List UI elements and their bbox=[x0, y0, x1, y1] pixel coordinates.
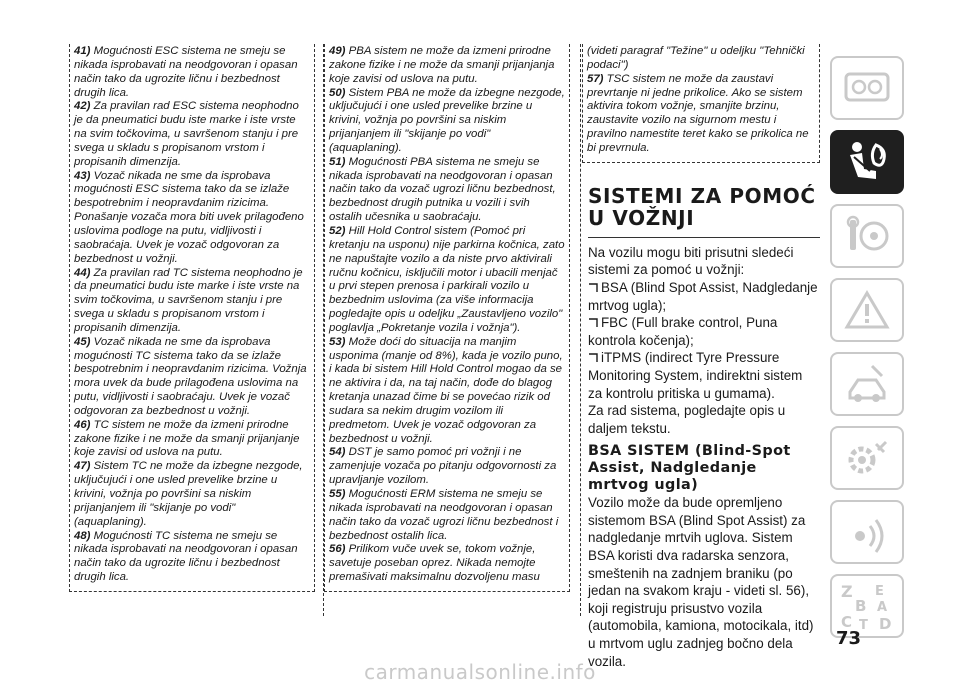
bsa-subheading: BSA SISTEM (Blind-Spot Assist, Nadgledanje mrtvog ugla) bbox=[588, 443, 791, 494]
note-49 bbox=[329, 45, 565, 87]
note-43 bbox=[74, 170, 310, 267]
page-number: 73 bbox=[836, 628, 862, 649]
tab-starting-driving[interactable] bbox=[830, 204, 904, 268]
note-42 bbox=[74, 100, 310, 169]
note-number: 41) bbox=[74, 45, 91, 57]
bullet-item bbox=[588, 314, 820, 349]
note-text: Sistem PBA ne može da izbegne nezgode, uključujući i one usled prevelike brzine u krivini, vožnja po površini sa niskim prijanjanjem ili "skijanje po vodi" (aquaplaning). bbox=[329, 86, 565, 154]
note-text: TC sistem ne može da izmeni prirodne zakone fizike i ne može da smanji prijanjanje koje zavisi od uslova na putu. bbox=[74, 418, 300, 459]
note-text: Mogućnosti PBA sistema ne smeju se nikada isprobavati na neodgovoran i opasan način tako da vozač ugrozi ličnu bezbednost, bezbednost drugih putnika u vozili i svih ostalih učesnika u saobraćaju. bbox=[329, 155, 556, 224]
alphabet-index-icon bbox=[837, 579, 897, 633]
gear-spray-icon bbox=[842, 436, 892, 480]
note-number: 44) bbox=[74, 266, 91, 279]
note-text: Mogućnosti TC sistema ne smeju se nikada isprobavati na neodgovoran i opasan način tako da ugrozite ličnu i bezbednost drugih lica. bbox=[74, 529, 298, 584]
key-steering-icon bbox=[842, 214, 892, 258]
note-number: 50) bbox=[329, 86, 346, 99]
note-number: 54) bbox=[329, 446, 346, 459]
note-number: 51) bbox=[329, 155, 346, 168]
section-heading: SISTEMI ZA POMOĆ U VOŽNJI bbox=[588, 183, 816, 230]
note-number: 52) bbox=[329, 224, 346, 237]
car-dashboard-icon bbox=[842, 68, 892, 108]
main-column-3 bbox=[588, 44, 820, 670]
note-text: TSC sistem ne može da zaustavi prevrtanje ni jedne prikolice. Ako se sistem aktivira tokom vožnje, smanjite brzinu, zaustavite vozilo na sigurnom mestu i pravilno namestite teret kako se prikolica ne bi prevrnula. bbox=[587, 72, 809, 154]
note-41 bbox=[74, 45, 310, 100]
index-letter: E bbox=[875, 584, 884, 599]
bsa-paragraph: Vozilo može da bude opremljeno sistemom BSA (Blind Spot Assist) za nadgledanje mrtvih uglova. Sistem BSA koristi dva radarska senzora, smeštenih na zadnjem braniku (po jedan na svakom kraju - videti sl. 56), koji registruju prisustvo vozila (automobila, kamiona, motocikala, itd) u mrtvom uglu zadnjeg bočno dela vozila. bbox=[588, 495, 814, 669]
radio-wave-icon bbox=[842, 510, 892, 554]
note-57 bbox=[587, 73, 815, 156]
note-text: Za pravilan rad TC sistema neophodno je da pneumatici budu iste marke i iste vrste na svim točkovima, u savršenom stanju i pre svega u skladu s propisanom vrstom i propisanih dimenzija. bbox=[74, 266, 303, 334]
after-paragraph: Za rad sistema, pogledajte opis u daljem tekstu. bbox=[588, 403, 786, 436]
note-text: PBA sistem ne može da izmeni prirodne zakone fizike i ne može da smanji prijanjanja koje zavisi od uslova na putu. bbox=[329, 45, 555, 85]
note-text: Vozač nikada ne sme da isprobava mogućnosti ESC sistema tako da se izlaže bespotrebnim i neopravdanim rizicima. Ponašanje vozača mora biti uvek prilagođeno uslovima podloge na putu, vidljivosti i saobraćaja. Uvek je vozač odgovoran za bezbednost u vožnji. bbox=[74, 169, 304, 265]
note-text: Sistem TC ne može da izbegne nezgode, uključujući i one usled prevelike brzine u krivini, vožnja po površini sa niskim prijanjanjem ili "skijanje po vodi" (aquaplaning). bbox=[74, 460, 303, 528]
note-54 bbox=[329, 446, 565, 488]
tab-maintenance[interactable] bbox=[830, 426, 904, 490]
bullet-text: BSA (Blind Spot Assist, Nadgledanje mrtvog ugla); bbox=[588, 279, 818, 313]
note-56 bbox=[329, 543, 565, 585]
warning-triangle-icon bbox=[842, 288, 892, 332]
heading-rule bbox=[588, 237, 820, 238]
tab-emergency[interactable] bbox=[830, 352, 904, 416]
note-number: 45) bbox=[74, 335, 91, 348]
note-47 bbox=[74, 460, 310, 529]
note-46 bbox=[74, 419, 310, 461]
note-number: 53) bbox=[329, 335, 346, 348]
notes-column-1 bbox=[75, 44, 315, 592]
chapter-tabs bbox=[830, 56, 904, 648]
note-text: Mogućnosti ERM sistema ne smeju se nikada isprobavati na neodgovoran i opasan način tako da vozač ugrozi ličnu bezbednost i bezbednost ostalih lica. bbox=[329, 488, 559, 542]
bullet-item bbox=[588, 349, 820, 402]
note-number: 46) bbox=[74, 418, 91, 431]
note-51 bbox=[329, 156, 565, 225]
tab-safety[interactable] bbox=[830, 130, 904, 194]
note-text: DST je samo pomoć pri vožnji i ne zamenjuje vozača po pitanju odgovornosti za upravljanje vozilom. bbox=[329, 446, 557, 487]
section-body bbox=[588, 244, 820, 670]
note-text: Može doći do situacija na manjim usponima (manje od 8%), kada je vozilo puno, i kada bi sistem Hill Hold Control mogao da se ne aktivira i da, na taj način, dođe do blagog kretanja unazad čime bi se povećao rizik od sudara sa nekim drugim vozilom ili predmetom. Uvek je vozač odgovoran za bezbednost u vožnji. bbox=[329, 335, 563, 445]
note-number: 55) bbox=[329, 488, 346, 500]
note-44 bbox=[74, 267, 310, 336]
note-text: Za pravilan rad ESC sistema neophodno je da pneumatici budu iste marke i iste vrste na svim točkovima, u savršenom stanju i pre svega u skladu s propisanom vrstom i propisanih dimenzija. bbox=[74, 100, 299, 168]
bullet-text: FBC (Full brake control, Puna kontrola kočenja); bbox=[588, 315, 778, 348]
notes-box-3 bbox=[582, 44, 820, 163]
note-45 bbox=[74, 336, 310, 419]
seat-airbag-icon bbox=[840, 139, 894, 185]
note-52 bbox=[329, 225, 565, 336]
bullet-item bbox=[588, 279, 820, 314]
note-55 bbox=[329, 488, 565, 543]
note-number: 49) bbox=[329, 45, 346, 57]
index-letter: A bbox=[877, 600, 888, 615]
note-48 bbox=[74, 530, 310, 585]
note-50 bbox=[329, 87, 565, 156]
bullet-box-icon bbox=[588, 318, 598, 328]
bullet-box-icon bbox=[588, 353, 598, 363]
index-letter: B bbox=[855, 597, 867, 615]
note-number: 48) bbox=[74, 529, 91, 542]
watermark: carmanualsonline.info bbox=[364, 660, 596, 683]
note-number: 42) bbox=[74, 100, 91, 113]
note-53 bbox=[329, 336, 565, 447]
note-number: 56) bbox=[329, 543, 346, 556]
intro-paragraph: Na vozilu mogu biti prisutni sledeći sistemi za pomoć u vožnji: bbox=[588, 244, 794, 278]
tab-multimedia[interactable] bbox=[830, 500, 904, 564]
note-number: 47) bbox=[74, 460, 91, 473]
note-number: 57) bbox=[587, 72, 604, 85]
note-text: Mogućnosti ESC sistema ne smeju se nikada isprobavati na neodgovoran i opasan način tako da ugrozite ličnu i bezbednost drugih lica. bbox=[74, 45, 298, 99]
index-letter: Z bbox=[841, 582, 853, 601]
note-text: Hill Hold Control sistem (Pomoć pri kretanju na usponu) nije parkirna kočnica, zato ne napuštajte vozilo a da niste prvo aktivirali ručnu kočnicu, isključili motor i ubacili menjač u prvi stepen prenosa i parkirali vozilo u bezbednim uslovima (za više informacija pogledajte opis u odeljku „Zaustavljeno vozilo" poglavlja „Pokretanje vozila i vožnja"). bbox=[329, 224, 565, 334]
tab-warning[interactable] bbox=[830, 278, 904, 342]
index-letter: C bbox=[841, 613, 853, 631]
notes-box-1 bbox=[69, 44, 315, 592]
tab-dashboard[interactable] bbox=[830, 56, 904, 120]
notes-box-2 bbox=[324, 44, 570, 592]
index-letter: D bbox=[879, 615, 892, 633]
index-letter: T bbox=[859, 618, 868, 633]
bullet-box-icon bbox=[588, 283, 598, 293]
bullet-text: iTPMS (indirect Tyre Pressure Monitoring System, indirektni sistem za kontrolu pritiska u gumama). bbox=[588, 350, 803, 401]
note-number: 43) bbox=[74, 169, 91, 182]
wrench-car-icon bbox=[842, 362, 892, 406]
notes-column-2 bbox=[330, 44, 570, 592]
note-text: Vozač nikada ne sme da isprobava mogućnosti TC sistema tako da se izlaže bespotrebnim i neopravdanim rizicima. Vožnja mora uvek da bude prilagođena uslovima na putu, vidljivosti i saobraćaju. Uvek je vozač odgovoran za bezbednost u vožnji. bbox=[74, 335, 307, 417]
note-text: Prilikom vuče uvek se, tokom vožnje, savetuje poseban oprez. Nikada nemojte premašivati maksimalnu dozvoljenu masu bbox=[329, 543, 540, 584]
note-continued: (videti paragraf "Težine" u odeljku "Tehnički podaci") bbox=[587, 45, 805, 71]
column-divider-right bbox=[580, 44, 581, 616]
